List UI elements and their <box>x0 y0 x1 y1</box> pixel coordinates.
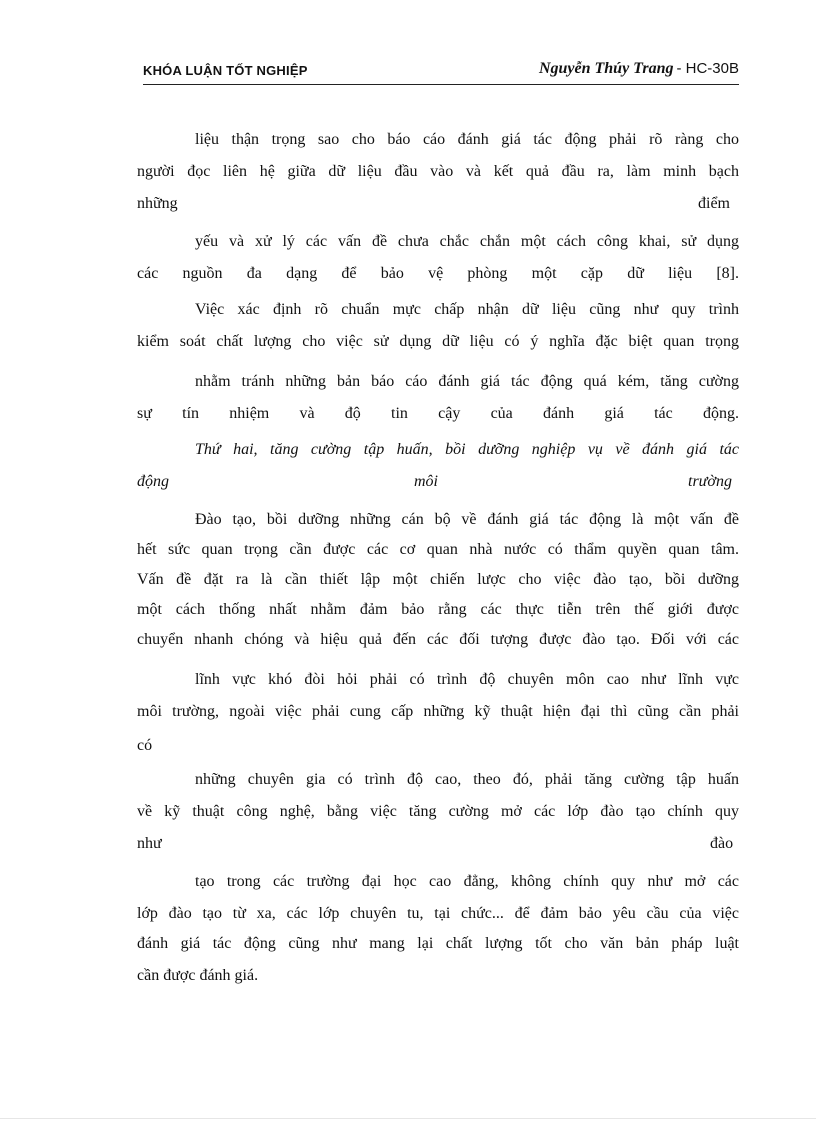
text-line: lĩnh vực khó đòi hỏi phải có trình độ chuyên môn cao như lĩnh vực <box>195 671 739 688</box>
text-line: Đào tạo, bồi dưỡng những cán bộ về đánh giá tác động là một vấn đề <box>195 511 739 528</box>
author-info <box>539 60 739 78</box>
text-line: những chuyên gia có trình độ cao, theo đó, phải tăng cường tập huấn <box>195 771 739 788</box>
section-heading-line: Thứ hai, tăng cường tập huấn, bồi dưỡng nghiệp vụ về đánh giá tác <box>195 441 739 458</box>
text-line: những <box>137 195 178 212</box>
text-line: lớp đào tạo từ xa, các lớp chuyên tu, tại chức... để đảm bảo yêu cầu của việc <box>137 905 739 922</box>
text-line: tạo trong các trường đại học cao đẳng, không chính quy như mở các <box>195 873 739 890</box>
text-line: về kỹ thuật công nghệ, bằng việc tăng cường mở các lớp đào tạo chính quy <box>137 803 739 820</box>
text-line: liệu thận trọng sao cho báo cáo đánh giá tác động phải rõ ràng cho <box>195 131 739 148</box>
text-line: sự tín nhiệm và độ tin cậy của đánh giá tác động. <box>137 405 739 422</box>
text-line: kiểm soát chất lượng cho việc sử dụng dữ liệu có ý nghĩa đặc biệt quan trọng <box>137 333 739 350</box>
text-line: Vấn đề đặt ra là cần thiết lập một chiến lược cho việc đào tạo, bồi dưỡng <box>137 571 739 588</box>
text-line: nhằm tránh những bản báo cáo đánh giá tác động quá kém, tăng cường <box>195 373 739 390</box>
text-line: đánh giá tác động cũng như mang lại chất lượng tốt cho văn bản pháp luật <box>137 935 739 952</box>
page-header <box>143 60 739 82</box>
text-line: đào <box>710 835 734 852</box>
class-code: - HC-30B <box>676 60 739 77</box>
text-line: hết sức quan trọng cần được các cơ quan nhà nước có thẩm quyền quan tâm. <box>137 541 739 558</box>
text-line: có <box>137 737 153 754</box>
text-line: yếu và xử lý các vấn đề chưa chắc chắn một cách công khai, sử dụng <box>195 233 739 250</box>
text-line: người đọc liên hệ giữa dữ liệu đầu vào và kết quả đầu ra, làm minh bạch <box>137 163 739 180</box>
thesis-label: KHÓA LUẬN TỐT NGHIỆP <box>143 63 308 78</box>
text-line: Việc xác định rõ chuẩn mực chấp nhận dữ liệu cũng như quy trình <box>195 301 739 318</box>
text-line: cần được đánh giá. <box>137 967 259 984</box>
text-line: như <box>137 835 162 852</box>
section-heading-line: động <box>137 473 169 490</box>
page-bottom-edge <box>0 1118 816 1119</box>
text-line: chuyển nhanh chóng và hiệu quả đến các đối tượng được đào tạo. Đối với các <box>137 631 739 648</box>
author-name: Nguyễn Thúy Trang <box>538 60 674 77</box>
text-line: môi trường, ngoài việc phải cung cấp những kỹ thuật hiện đại thì cũng cần phải <box>137 703 739 720</box>
text-line: các nguồn đa dạng để bảo vệ phòng một cặp dữ liệu [8]. <box>137 265 739 282</box>
text-line: một cách thống nhất nhằm đảm bảo rằng các thực tiễn trên thế giới được <box>137 601 739 618</box>
text-line: điểm <box>698 195 730 212</box>
section-heading-line: môi <box>414 473 438 490</box>
section-heading-line: trường <box>688 473 732 490</box>
header-divider <box>143 84 739 85</box>
